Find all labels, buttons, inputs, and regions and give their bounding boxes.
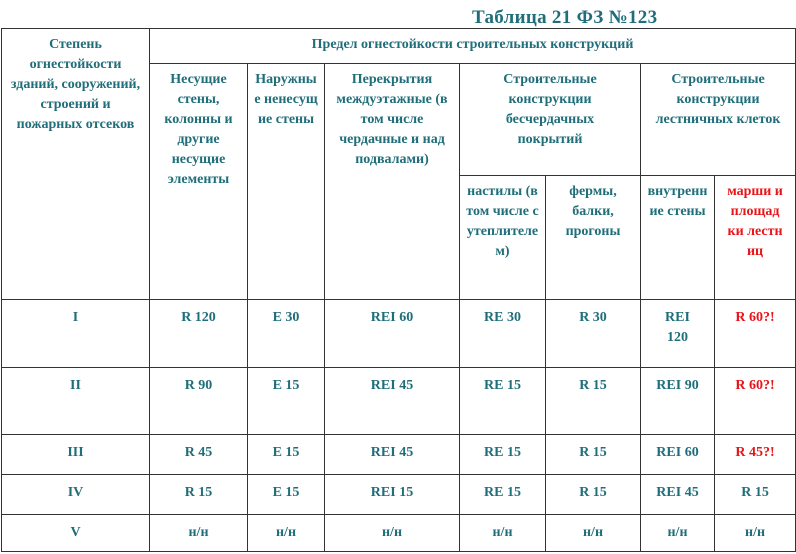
value-cell: REI 90 <box>641 368 715 435</box>
value-cell: REI 45 <box>325 368 460 435</box>
table-row <box>2 368 796 435</box>
value-cell: RE 15 <box>460 435 546 475</box>
header-inner-walls: внутренние стены <box>641 176 715 300</box>
degree-cell: I <box>2 300 150 368</box>
value-cell: R 60?! <box>715 300 796 368</box>
header-bearing: Несущие стены, колонны и другие несущие элементы <box>150 64 248 300</box>
table-title: Таблица 21 ФЗ №123 <box>472 7 658 28</box>
degree-cell: II <box>2 368 150 435</box>
value-cell: R 60?! <box>715 368 796 435</box>
value-cell: н/н <box>150 515 248 552</box>
value-cell: REI 45 <box>641 475 715 515</box>
header-external: Наружные ненесущие стены <box>248 64 325 300</box>
header-trusses: фермы, балки, прогоны <box>546 176 641 300</box>
value-cell: REI 120 <box>641 300 715 368</box>
value-cell: н/н <box>546 515 641 552</box>
value-cell: н/н <box>641 515 715 552</box>
value-cell: н/н <box>460 515 546 552</box>
value-cell: E 15 <box>248 368 325 435</box>
table-row <box>2 435 796 475</box>
value-cell: REI 60 <box>325 300 460 368</box>
value-cell: R 15 <box>546 368 641 435</box>
value-cell: R 15 <box>150 475 248 515</box>
value-cell: R 30 <box>546 300 641 368</box>
value-cell: RE 30 <box>460 300 546 368</box>
value-cell: REI 15 <box>325 475 460 515</box>
degree-cell: V <box>2 515 150 552</box>
value-cell: R 15 <box>715 475 796 515</box>
degree-cell: IV <box>2 475 150 515</box>
header-floors: Перекрытия междуэтажные (в том числе чердачные и над подвалами) <box>325 64 460 300</box>
value-cell: R 90 <box>150 368 248 435</box>
value-cell: н/н <box>715 515 796 552</box>
value-cell: R 15 <box>546 435 641 475</box>
value-cell: REI 60 <box>641 435 715 475</box>
value-cell: RE 15 <box>460 368 546 435</box>
value-cell: н/н <box>248 515 325 552</box>
value-cell: R 45?! <box>715 435 796 475</box>
value-cell: R 120 <box>150 300 248 368</box>
header-degree: Степень огнестойкости зданий, сооружений, строений и пожарных отсеков <box>2 29 150 300</box>
value-cell: E 30 <box>248 300 325 368</box>
value-cell: R 15 <box>546 475 641 515</box>
header-roof: Строительные конструкции бесчердачных покрытий <box>460 64 641 176</box>
table-row <box>2 515 796 552</box>
value-cell: REI 45 <box>325 435 460 475</box>
header-stairs: Строительные конструкции лестничных клеток <box>641 64 796 176</box>
header-flights: марши и площадки лестниц <box>715 176 796 300</box>
header-decking: настилы (в том числе с утеплителем) <box>460 176 546 300</box>
header-limit: Предел огнестойкости строительных конструкций <box>150 29 796 64</box>
value-cell: н/н <box>325 515 460 552</box>
value-cell: E 15 <box>248 475 325 515</box>
table-row <box>2 475 796 515</box>
degree-cell: III <box>2 435 150 475</box>
value-cell: E 15 <box>248 435 325 475</box>
table-row <box>2 300 796 368</box>
value-cell: RE 15 <box>460 475 546 515</box>
value-cell: R 45 <box>150 435 248 475</box>
fire-resistance-table <box>1 28 796 552</box>
